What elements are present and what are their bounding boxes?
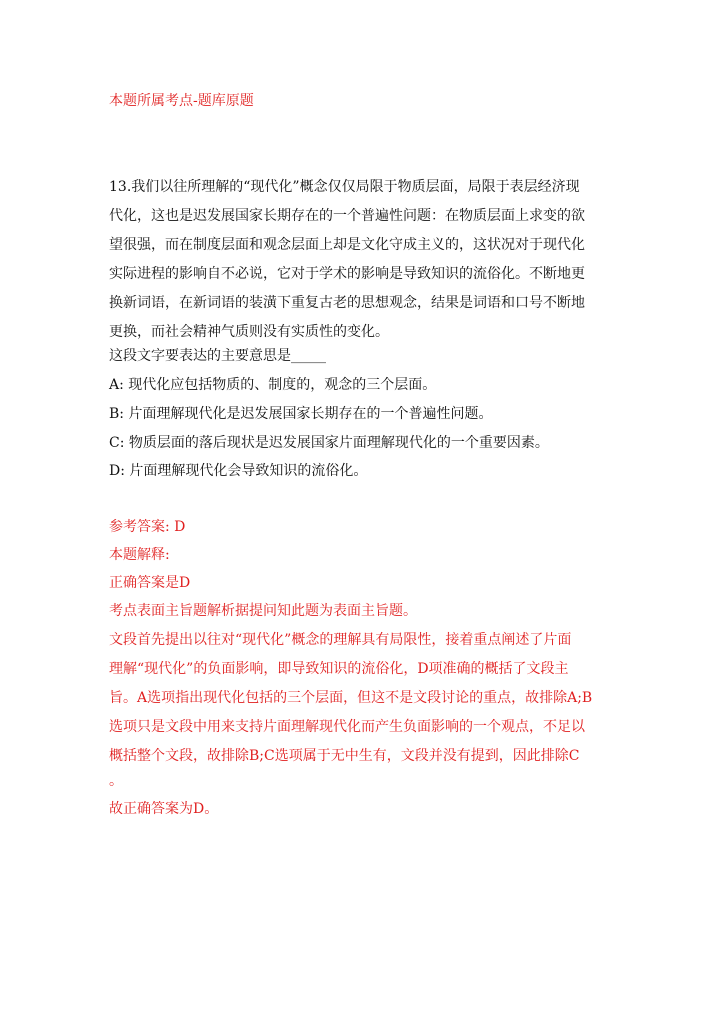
source-label: 本题所属考点-题库原题 (109, 93, 254, 109)
explanation-label: 本题解释: (109, 547, 170, 563)
analysis-line: 旨。A选项指出现代化包括的三个层面，但这不是文段讨论的重点，故排除A;B (109, 690, 593, 706)
analysis-line: 文段首先提出以往对“现代化”概念的理解具有局限性，接着重点阐述了片面 (109, 632, 572, 648)
correct-answer: 正确答案是D (109, 575, 191, 591)
question-line: 13.我们以往所理解的“现代化”概念仅仅局限于物质层面，局限于表层经济现 (109, 179, 580, 195)
question-line: 换新词语，在新词语的装潢下重复古老的思想观念，结果是词语和口号不断地 (109, 295, 585, 311)
conclusion-text: 故正确答案为D。 (109, 801, 219, 817)
keypoint-text: 考点表面主旨题解析据提问知此题为表面主旨题。 (109, 603, 417, 619)
option-b: B: 片面理解现代化是迟发展国家长期存在的一个普遍性问题。 (109, 406, 493, 422)
analysis-line: 选项只是文段中用来支持片面理解现代化而产生负面影响的一个观点，不足以 (109, 719, 585, 735)
option-a: A: 现代化应包括物质的、制度的，观念的三个层面。 (109, 377, 437, 393)
question-line: 更换，而社会精神气质则没有实质性的变化。 (109, 324, 389, 340)
analysis-line: 。 (109, 773, 123, 789)
option-c: C: 物质层面的落后现状是迟发展国家片面理解现代化的一个重要因素。 (109, 435, 549, 451)
question-line: 实际进程的影响自不必说，它对于学术的影响是导致知识的流俗化。不断地更 (109, 266, 585, 282)
analysis-line: 概括整个文段，故排除B;C选项属于无中生有，文段并没有提到，因此排除C (109, 748, 580, 764)
option-d: D: 片面理解现代化会导致知识的流俗化。 (109, 463, 368, 479)
question-line: 望很强，而在制度层面和观念层面上却是文化守成主义的，这状况对于现代化 (109, 237, 585, 253)
analysis-line: 理解“现代化”的负面影响，即导致知识的流俗化，D项准确的概括了文段主 (109, 661, 569, 677)
question-prompt: 这段文字要表达的主要意思是_____ (109, 348, 326, 364)
question-line: 代化，这也是迟发展国家长期存在的一个普遍性问题：在物质层面上求变的欲 (109, 208, 585, 224)
reference-answer: 参考答案: D (109, 519, 186, 535)
